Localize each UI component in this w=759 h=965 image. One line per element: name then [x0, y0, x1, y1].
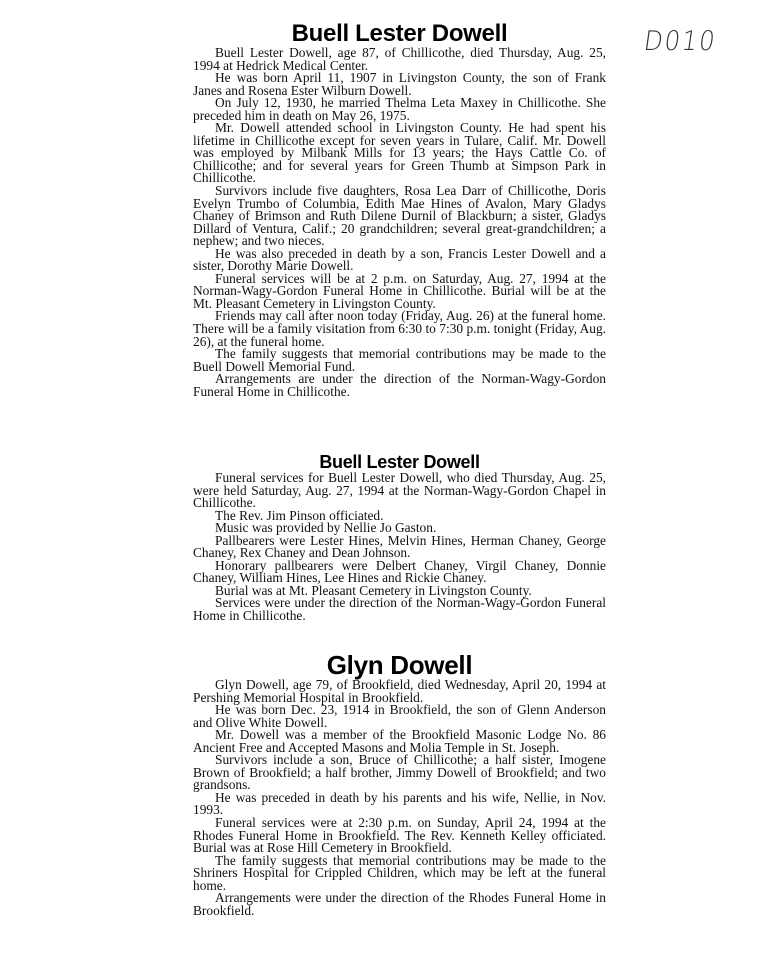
paragraph: Funeral services will be at 2 p.m. on Saturday, Aug. 27, 1994 at the Norman-Wagy-Gordon Funeral Home in Chillicothe. Burial will be at the Mt. Pleasant Cemetery in Livingston County. — [193, 270, 606, 311]
paragraph: Pallbearers were Lester Hines, Melvin Hines, Herman Chaney, George Chaney, Rex Chaney and Dean Johnson. — [193, 532, 606, 561]
paragraph: Survivors include a son, Bruce of Chillicothe; a half sister, Imogene Brown of Brookfield; a half brother, Jimmy Dowell of Brookfield; and two grandsons. — [193, 752, 606, 793]
funeral-notice-buell-lester-dowell — [193, 452, 606, 623]
obituary-title: Buell Lester Dowell — [291, 20, 508, 47]
handwritten-annotation: D010 — [641, 26, 719, 57]
paragraph: The Rev. Jim Pinson officiated. — [215, 507, 384, 523]
paragraph: On July 12, 1930, he married Thelma Leta Maxey in Chillicothe. She preceded him in death on May 26, 1975. — [193, 95, 606, 123]
paragraph: He was born Dec. 23, 1914 in Brookfield, the son of Glenn Anderson and Olive White Dowell. — [193, 702, 606, 730]
paragraph: Arrangements are under the direction of the Norman-Wagy-Gordon Funeral Home in Chillicothe. — [193, 371, 606, 399]
obituary-title: Buell Lester Dowell — [319, 452, 480, 472]
paragraph: Glyn Dowell, age 79, of Brookfield, died Wednesday, April 20, 1994 at Pershing Memorial Hospital in Brookfield. — [193, 677, 606, 705]
paragraph: Funeral services were at 2:30 p.m. on Sunday, April 24, 1994 at the Rhodes Funeral Home in Brookfield. The Rev. Kenneth Kelley officiated. Burial was at Rose Hill Cemetery in Brookfield. — [193, 815, 606, 856]
paragraph: Mr. Dowell was a member of the Brookfield Masonic Lodge No. 86 Ancient Free and Accepted Masons and Molia Temple in St. Joseph. — [193, 727, 606, 755]
obituary-glyn-dowell — [193, 651, 606, 917]
paragraph: Survivors include five daughters, Rosa Lea Darr of Chillicothe, Doris Evelyn Trumbo of Columbia, Edith Mae Hines of Avalon, Mary Gladys Chaney of Brimson and Ruth Dilene Durnil of Blackburn; a sister, Gladys Dillard of Ventura, Calif.; 20 grandchildren; several great-grandchildren; a nephew; and two nieces. — [193, 183, 606, 249]
paragraph: The family suggests that memorial contributions may be made to the Buell Dowell Memorial Fund. — [193, 346, 606, 374]
obituary-title: Glyn Dowell — [326, 650, 473, 680]
obituary-buell-lester-dowell — [193, 21, 606, 398]
paragraph: Music was provided by Nellie Jo Gaston. — [215, 520, 437, 536]
paragraph: Honorary pallbearers were Delbert Chaney, Virgil Chaney, Donnie Chaney, William Hines, Lee Hines and Rickie Chaney. — [193, 557, 606, 586]
paragraph: Mr. Dowell attended school in Livingston County. He had spent his lifetime in Chillicothe except for seven years in Tulare, Calif. Mr. Dowell was employed by Milbank Mills for 13 years; the Hays Cattle Co. of Chillicothe; and for several years for Green Thumb at Simpson Park in Chillicothe. — [193, 120, 606, 186]
paragraph: Friends may call after noon today (Friday, Aug. 26) at the funeral home. There will be a family visitation from 6:30 to 7:30 p.m. tonight (Friday, Aug. 26), at the funeral home. — [193, 308, 606, 349]
paragraph: He was born April 11, 1907 in Livingston County, the son of Frank Janes and Rosena Ester Wilburn Dowell. — [193, 70, 606, 98]
paragraph: Buell Lester Dowell, age 87, of Chillicothe, died Thursday, Aug. 25, 1994 at Hedrick Medical Center. — [193, 45, 606, 73]
paragraph: He was also preceded in death by a son, Francis Lester Dowell and a sister, Dorothy Marie Dowell. — [193, 245, 606, 274]
paragraph: The family suggests that memorial contributions may be made to the Shriners Hospital for Crippled Children, which may be left at the funeral home. — [193, 852, 606, 893]
paragraph: Burial was at Mt. Pleasant Cemetery in Livingston County. — [215, 582, 532, 598]
paragraph: Funeral services for Buell Lester Dowell, who died Thursday, Aug. 25, were held Saturday, Aug. 27, 1994 at the Norman-Wagy-Gordon Chapel in Chillicothe. — [193, 470, 606, 511]
paragraph: He was preceded in death by his parents and his wife, Nellie, in Nov. 1993. — [193, 789, 606, 818]
paragraph: Services were under the direction of the Norman-Wagy-Gordon Funeral Home in Chillicothe. — [193, 595, 606, 624]
paragraph: Arrangements were under the direction of the Rhodes Funeral Home in Brookfield. — [193, 890, 606, 918]
